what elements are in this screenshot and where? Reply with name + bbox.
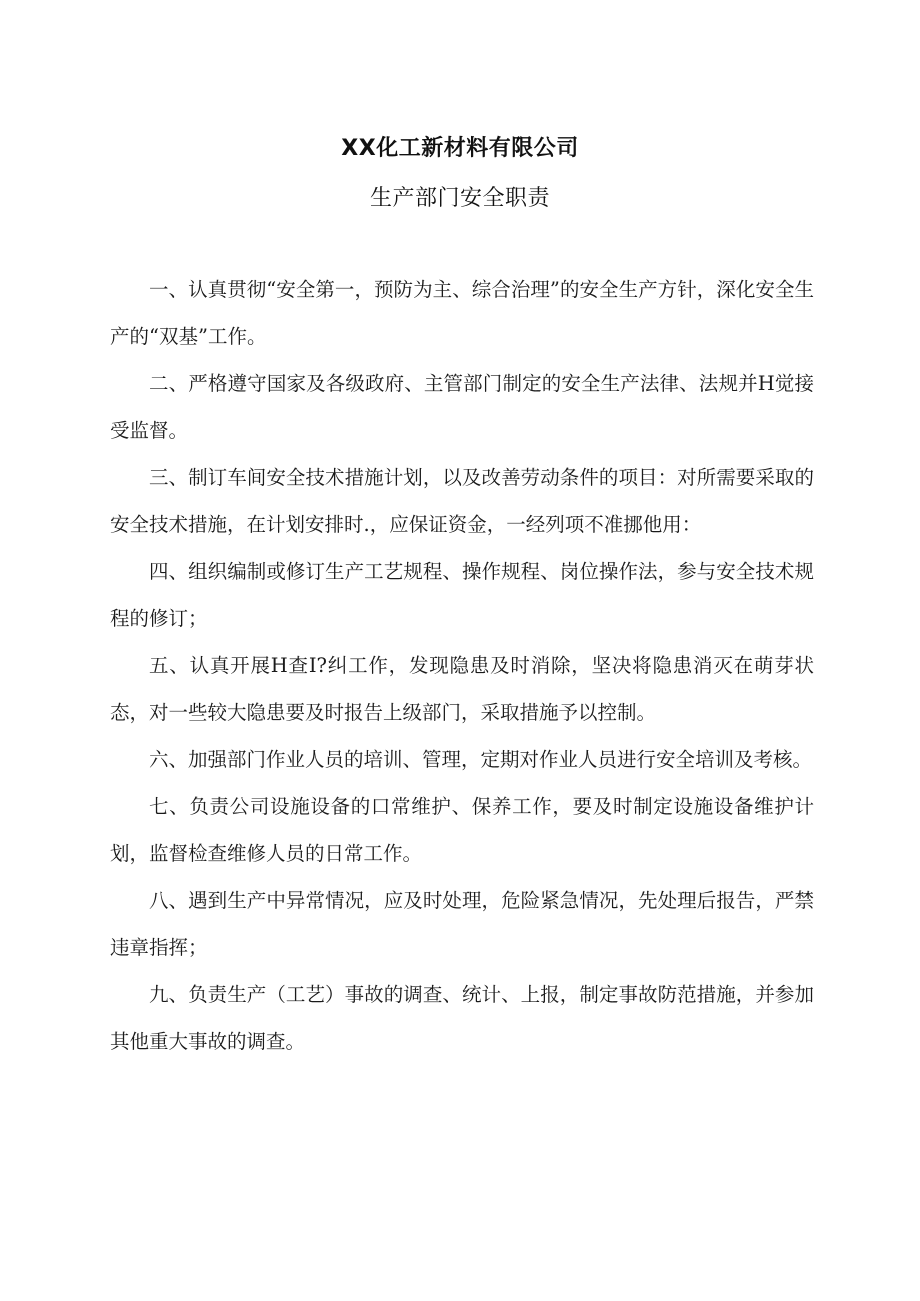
paragraph-2: 二、严格遵守国家及各级政府、主管部门制定的安全生产法律、法规并H觉接受监督。 [110,372,814,442]
document-title: 生产部门安全职责 [369,186,550,211]
paragraph-1: 一、认真贯彻“安全第一，预防为主、综合治理”的安全生产方针，深化安全生产的“双基”工作。 [110,278,814,348]
company-title: XX化工新材料有限公司 [341,136,579,161]
paragraph-6: 六、加强部门作业人员的培训、管理，定期对作业人员进行安全培训及考核。 [149,748,813,771]
paragraph-4: 四、组织编制或修订生产工艺规程、操作规程、岗位操作法，参与安全技术规程的修订； [110,560,814,630]
document-body [110,266,814,1065]
paragraph-5: 五、认真开展H查I?纠工作，发现隐患及时消除，坚决将隐患消灭在萌芽状态，对一些较大隐患要及时报告上级部门，采取措施予以控制。 [110,654,814,724]
paragraph-3: 三、制订车间安全技术措施计划，以及改善劳动条件的项目：对所需要采取的安全技术措施，在计划安排时.，应保证资金，一经列项不准挪他用： [110,466,814,536]
paragraph-9: 九、负责生产（工艺）事故的调查、统计、上报，制定事故防范措施，并参加其他重大事故的调查。 [110,983,814,1053]
paragraph-7: 七、负责公司设施设备的口常维护、保养工作，要及时制定设施设备维护计划，监督检查维修人员的日常工作。 [110,795,814,865]
paragraph-8: 八、遇到生产中异常情况，应及时处理，危险紧急情况，先处理后报告，严禁违章指挥； [110,889,814,959]
